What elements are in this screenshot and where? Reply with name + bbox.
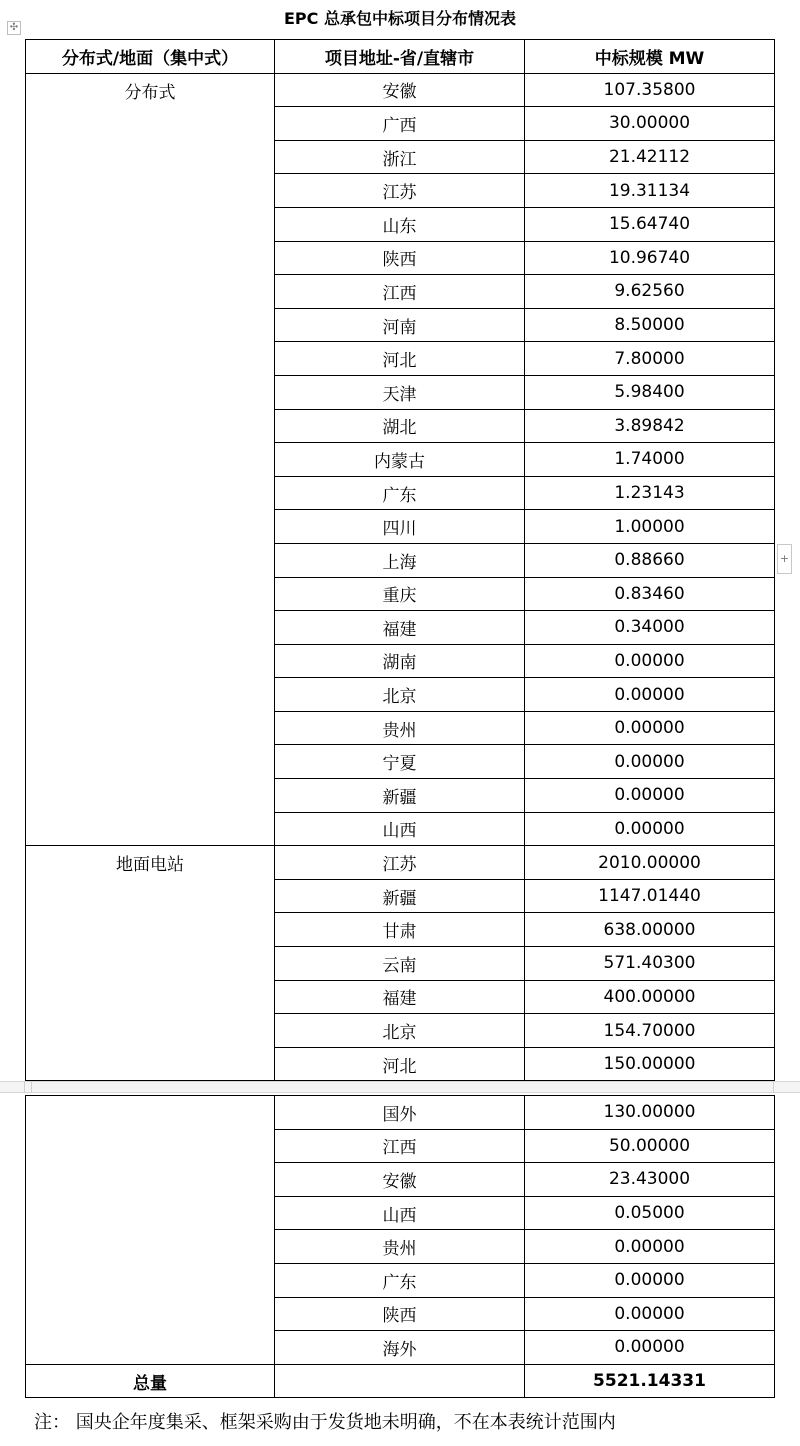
capacity-cell: 0.00000 [525,745,775,779]
province-cell: 江苏 [275,174,525,208]
province-cell: 北京 [275,1014,525,1048]
page-break-marker [773,1081,774,1093]
capacity-cell: 0.88660 [525,543,775,577]
header-row [26,40,775,74]
capacity-cell: 571.40300 [525,947,775,981]
capacity-cell: 0.00000 [525,678,775,712]
category-cell: 分布式 [26,73,275,846]
capacity-cell: 0.00000 [525,812,775,846]
province-cell: 山西 [275,1196,525,1230]
capacity-cell: 0.00000 [525,1331,775,1365]
total-row [26,1364,775,1398]
header-province: 项目地址-省/直辖市 [275,40,525,74]
table-row [26,1096,775,1130]
capacity-cell: 0.00000 [525,1297,775,1331]
capacity-cell: 0.34000 [525,611,775,645]
capacity-cell: 1147.01440 [525,879,775,913]
province-cell: 广东 [275,1263,525,1297]
category-cell [26,1096,275,1365]
province-cell: 新疆 [275,879,525,913]
capacity-cell: 0.00000 [525,1263,775,1297]
province-cell: 北京 [275,678,525,712]
capacity-cell: 8.50000 [525,308,775,342]
capacity-cell: 23.43000 [525,1163,775,1197]
capacity-cell: 1.00000 [525,510,775,544]
capacity-cell: 1.74000 [525,443,775,477]
total-province-cell [275,1364,525,1398]
page-break-marker [24,1081,32,1093]
capacity-cell: 150.00000 [525,1047,775,1081]
province-cell: 江西 [275,275,525,309]
province-cell: 山西 [275,812,525,846]
capacity-cell: 107.35800 [525,73,775,107]
capacity-cell: 154.70000 [525,1014,775,1048]
capacity-cell: 21.42112 [525,140,775,174]
province-cell: 江苏 [275,846,525,880]
province-cell: 天津 [275,375,525,409]
province-cell: 贵州 [275,711,525,745]
province-cell: 内蒙古 [275,443,525,477]
bid-distribution-table-continued [25,1095,775,1398]
province-cell: 海外 [275,1331,525,1365]
province-cell: 上海 [275,543,525,577]
table-row [26,846,775,880]
capacity-cell: 638.00000 [525,913,775,947]
province-cell: 山东 [275,207,525,241]
province-cell: 国外 [275,1096,525,1130]
province-cell: 新疆 [275,779,525,813]
category-cell: 地面电站 [26,846,275,1081]
page-break [0,1081,800,1093]
header-category: 分布式/地面（集中式） [26,40,275,74]
total-label: 总量 [26,1364,275,1398]
province-cell: 安徽 [275,1163,525,1197]
capacity-cell: 400.00000 [525,980,775,1014]
province-cell: 广西 [275,107,525,141]
province-cell: 甘肃 [275,913,525,947]
capacity-cell: 9.62560 [525,275,775,309]
province-cell: 安徽 [275,73,525,107]
table-row [26,73,775,107]
capacity-cell: 7.80000 [525,342,775,376]
capacity-cell: 0.05000 [525,1196,775,1230]
capacity-cell: 0.00000 [525,779,775,813]
province-cell: 湖南 [275,644,525,678]
total-value: 5521.14331 [525,1364,775,1398]
province-cell: 江西 [275,1129,525,1163]
province-cell: 陕西 [275,1297,525,1331]
province-cell: 河北 [275,1047,525,1081]
province-cell: 福建 [275,611,525,645]
capacity-cell: 0.00000 [525,711,775,745]
capacity-cell: 0.83460 [525,577,775,611]
capacity-cell: 0.00000 [525,1230,775,1264]
province-cell: 福建 [275,980,525,1014]
province-cell: 陕西 [275,241,525,275]
bid-distribution-table [25,39,775,1081]
capacity-cell: 10.96740 [525,241,775,275]
province-cell: 贵州 [275,1230,525,1264]
capacity-cell: 130.00000 [525,1096,775,1130]
move-arrows-icon[interactable]: ✣ [7,21,21,35]
capacity-cell: 3.89842 [525,409,775,443]
capacity-cell: 1.23143 [525,476,775,510]
province-cell: 云南 [275,947,525,981]
plus-icon[interactable]: + [777,544,792,574]
province-cell: 河北 [275,342,525,376]
province-cell: 宁夏 [275,745,525,779]
header-capacity: 中标规模 MW [525,40,775,74]
province-cell: 河南 [275,308,525,342]
footnote: 注： 国央企年度集采、框架采购由于发货地未明确，不在本表统计范围内 [34,1412,616,1433]
province-cell: 重庆 [275,577,525,611]
capacity-cell: 15.64740 [525,207,775,241]
capacity-cell: 50.00000 [525,1129,775,1163]
province-cell: 浙江 [275,140,525,174]
capacity-cell: 30.00000 [525,107,775,141]
province-cell: 四川 [275,510,525,544]
province-cell: 广东 [275,476,525,510]
capacity-cell: 19.31134 [525,174,775,208]
capacity-cell: 2010.00000 [525,846,775,880]
province-cell: 湖北 [275,409,525,443]
table-title: EPC 总承包中标项目分布情况表 [284,9,516,28]
capacity-cell: 0.00000 [525,644,775,678]
capacity-cell: 5.98400 [525,375,775,409]
